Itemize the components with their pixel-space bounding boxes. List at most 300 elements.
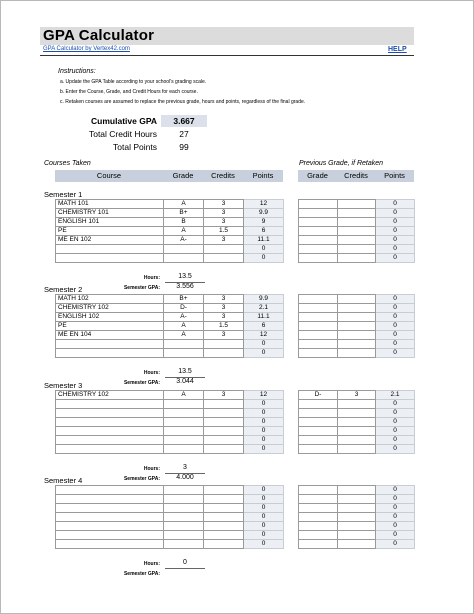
prev-points-cell: 0 <box>376 445 415 454</box>
semester-title: Semester 2 <box>44 285 83 294</box>
prev-credits-cell[interactable] <box>338 427 376 436</box>
prev-credits-cell[interactable] <box>338 531 376 540</box>
prev-grade-cell[interactable] <box>299 400 338 409</box>
points-cell: 12 <box>244 331 284 340</box>
table-row <box>299 295 415 304</box>
credits-cell[interactable] <box>204 495 244 504</box>
prev-credits-cell[interactable] <box>338 409 376 418</box>
points-cell: 9.9 <box>244 295 284 304</box>
course-cell[interactable] <box>56 245 164 254</box>
prev-credits-cell[interactable] <box>338 331 376 340</box>
credits-cell[interactable] <box>204 540 244 549</box>
cumulative-gpa-value: 3.667 <box>161 115 207 127</box>
table-row <box>56 304 284 313</box>
grade-cell[interactable] <box>164 418 204 427</box>
grade-cell[interactable] <box>164 400 204 409</box>
grade-cell[interactable] <box>164 245 204 254</box>
table-row <box>56 227 284 236</box>
table-row <box>299 200 415 209</box>
points-cell: 0 <box>244 400 284 409</box>
prev-credits-cell[interactable] <box>338 486 376 495</box>
prev-points-cell: 0 <box>376 245 415 254</box>
credits-cell[interactable]: 3 <box>204 313 244 322</box>
credits-cell[interactable] <box>204 340 244 349</box>
prev-grade-cell[interactable] <box>299 254 338 263</box>
table-row <box>299 445 415 454</box>
prev-grade-cell[interactable] <box>299 295 338 304</box>
table-row <box>299 409 415 418</box>
course-cell[interactable] <box>56 436 164 445</box>
points-cell: 6 <box>244 227 284 236</box>
table-row <box>56 209 284 218</box>
semester-gpa-value: 3.556 <box>165 282 205 290</box>
grade-cell[interactable]: D- <box>164 304 204 313</box>
prev-credits-cell[interactable] <box>338 340 376 349</box>
grade-cell[interactable] <box>164 522 204 531</box>
points-cell: 6 <box>244 322 284 331</box>
prev-grade-cell[interactable] <box>299 486 338 495</box>
prev-grade-cell[interactable] <box>299 227 338 236</box>
total-credit-hours-label: Total Credit Hours <box>88 129 157 139</box>
table-row <box>299 391 415 400</box>
course-cell[interactable]: CHEMISTRY 101 <box>56 209 164 218</box>
instructions-title: Instructions: <box>58 68 96 75</box>
courses-table <box>55 390 284 454</box>
credits-cell[interactable] <box>204 445 244 454</box>
prev-credits-column-header: Credits <box>344 171 368 180</box>
course-cell[interactable] <box>56 445 164 454</box>
prev-credits-cell[interactable] <box>338 200 376 209</box>
course-cell[interactable] <box>56 409 164 418</box>
table-row <box>56 200 284 209</box>
prev-points-cell: 0 <box>376 400 415 409</box>
course-cell[interactable] <box>56 486 164 495</box>
prev-credits-cell[interactable] <box>338 504 376 513</box>
course-cell[interactable] <box>56 513 164 522</box>
table-row <box>299 236 415 245</box>
prev-points-cell: 0 <box>376 254 415 263</box>
semester-title: Semester 1 <box>44 190 83 199</box>
prev-grade-cell[interactable] <box>299 445 338 454</box>
prev-points-cell: 0 <box>376 436 415 445</box>
prev-grade-cell[interactable] <box>299 418 338 427</box>
table-row <box>56 391 284 400</box>
credits-cell[interactable]: 3 <box>204 209 244 218</box>
course-cell[interactable] <box>56 540 164 549</box>
prev-credits-cell[interactable] <box>338 209 376 218</box>
prev-points-cell: 0 <box>376 409 415 418</box>
credits-cell[interactable]: 3 <box>204 236 244 245</box>
credits-cell[interactable] <box>204 486 244 495</box>
points-cell: 0 <box>244 486 284 495</box>
prev-grade-column-header: Grade <box>307 171 328 180</box>
prev-grade-cell[interactable] <box>299 427 338 436</box>
course-cell[interactable]: ENGLISH 102 <box>56 313 164 322</box>
points-cell: 0 <box>244 418 284 427</box>
table-row <box>56 254 284 263</box>
table-row <box>299 427 415 436</box>
grade-cell[interactable]: A <box>164 331 204 340</box>
course-cell[interactable] <box>56 349 164 358</box>
table-row <box>56 522 284 531</box>
table-row <box>299 227 415 236</box>
semester-hours-value: 3 <box>183 464 187 471</box>
semester-gpa-value <box>165 568 205 569</box>
prev-credits-cell[interactable] <box>338 227 376 236</box>
points-cell: 0 <box>244 436 284 445</box>
prev-grade-cell[interactable] <box>299 313 338 322</box>
table-row <box>56 349 284 358</box>
semester-gpa-label: Semester GPA: <box>123 285 160 291</box>
course-cell[interactable] <box>56 504 164 513</box>
credits-cell[interactable]: 3 <box>204 331 244 340</box>
vertex42-link[interactable]: GPA Calculator by Vertex42.com <box>43 46 130 52</box>
grade-cell[interactable]: A <box>164 322 204 331</box>
grade-cell[interactable] <box>164 531 204 540</box>
points-cell: 0 <box>244 531 284 540</box>
prev-points-cell: 0 <box>376 531 415 540</box>
table-row <box>299 400 415 409</box>
prev-credits-cell[interactable] <box>338 495 376 504</box>
table-row <box>299 513 415 522</box>
points-cell: 0 <box>244 409 284 418</box>
table-row <box>56 513 284 522</box>
table-row <box>56 218 284 227</box>
prev-credits-cell[interactable] <box>338 400 376 409</box>
prev-grade-cell[interactable] <box>299 322 338 331</box>
credits-cell[interactable] <box>204 245 244 254</box>
points-cell: 0 <box>244 245 284 254</box>
prev-credits-cell[interactable] <box>338 540 376 549</box>
table-row <box>299 349 415 358</box>
prev-credits-cell[interactable] <box>338 445 376 454</box>
courses-table <box>55 199 284 263</box>
semester-gpa-label: Semester GPA: <box>123 476 160 482</box>
grade-cell[interactable]: A- <box>164 236 204 245</box>
courses-taken-label: Courses Taken <box>44 160 91 167</box>
points-cell: 0 <box>244 540 284 549</box>
prev-grade-cell[interactable] <box>299 245 338 254</box>
credits-cell[interactable] <box>204 513 244 522</box>
prev-points-cell: 0 <box>376 504 415 513</box>
credits-cell[interactable] <box>204 400 244 409</box>
points-cell: 0 <box>244 340 284 349</box>
course-cell[interactable] <box>56 418 164 427</box>
course-cell[interactable] <box>56 522 164 531</box>
grade-cell[interactable]: B+ <box>164 295 204 304</box>
prev-credits-cell[interactable] <box>338 418 376 427</box>
grade-cell[interactable]: B+ <box>164 209 204 218</box>
points-cell: 12 <box>244 391 284 400</box>
prev-points-cell: 0 <box>376 349 415 358</box>
points-cell: 2.1 <box>244 304 284 313</box>
table-row <box>299 504 415 513</box>
grade-cell[interactable] <box>164 254 204 263</box>
points-cell: 0 <box>244 522 284 531</box>
retaken-table <box>298 485 415 549</box>
grade-cell[interactable] <box>164 495 204 504</box>
grade-cell[interactable]: A <box>164 227 204 236</box>
credits-cell[interactable]: 3 <box>204 218 244 227</box>
grade-cell[interactable] <box>164 436 204 445</box>
table-row <box>56 295 284 304</box>
semester-hours-value: 13.5 <box>178 368 192 375</box>
points-cell: 0 <box>244 427 284 436</box>
prev-credits-cell[interactable] <box>338 313 376 322</box>
course-cell[interactable] <box>56 531 164 540</box>
table-row <box>56 418 284 427</box>
semester-gpa-label: Semester GPA: <box>123 571 160 577</box>
prev-grade-cell[interactable] <box>299 436 338 445</box>
prev-points-cell: 0 <box>376 540 415 549</box>
table-row <box>299 495 415 504</box>
grade-cell[interactable]: B <box>164 218 204 227</box>
courses-table <box>55 294 284 358</box>
prev-credits-cell[interactable] <box>338 322 376 331</box>
table-row <box>56 313 284 322</box>
credits-cell[interactable]: 3 <box>204 200 244 209</box>
grade-cell[interactable] <box>164 486 204 495</box>
prev-grade-cell[interactable] <box>299 209 338 218</box>
credits-cell[interactable] <box>204 531 244 540</box>
course-cell[interactable]: ME EN 102 <box>56 236 164 245</box>
grade-cell[interactable] <box>164 340 204 349</box>
prev-points-column-header: Points <box>384 171 405 180</box>
credits-cell[interactable]: 1.5 <box>204 322 244 331</box>
table-row <box>299 531 415 540</box>
grade-cell[interactable] <box>164 540 204 549</box>
table-row <box>299 245 415 254</box>
course-cell[interactable]: MATH 102 <box>56 295 164 304</box>
credits-cell[interactable] <box>204 409 244 418</box>
prev-credits-cell[interactable] <box>338 295 376 304</box>
prev-credits-cell[interactable] <box>338 522 376 531</box>
course-cell[interactable]: MATH 101 <box>56 200 164 209</box>
prev-points-cell: 0 <box>376 340 415 349</box>
semester-hours-value: 0 <box>183 559 187 566</box>
table-row <box>299 304 415 313</box>
prev-points-cell: 0 <box>376 227 415 236</box>
grade-cell[interactable]: A <box>164 200 204 209</box>
credits-cell[interactable] <box>204 522 244 531</box>
points-column-header: Points <box>252 171 274 180</box>
retaken-table <box>298 199 415 263</box>
semester-gpa-value: 3.044 <box>165 377 205 385</box>
prev-credits-cell[interactable]: 3 <box>338 391 376 400</box>
prev-points-cell: 0 <box>376 495 415 504</box>
course-cell[interactable] <box>56 427 164 436</box>
table-row <box>56 504 284 513</box>
course-column-header: Course <box>96 171 122 180</box>
credits-cell[interactable]: 1.5 <box>204 227 244 236</box>
points-cell: 11.1 <box>244 313 284 322</box>
table-row <box>56 486 284 495</box>
table-row <box>56 322 284 331</box>
prev-credits-cell[interactable] <box>338 236 376 245</box>
prev-points-cell: 2.1 <box>376 391 415 400</box>
points-cell: 0 <box>244 445 284 454</box>
course-cell[interactable]: PE <box>56 322 164 331</box>
course-cell[interactable]: CHEMISTRY 102 <box>56 391 164 400</box>
semester-hours-label: Hours: <box>143 466 160 472</box>
prev-grade-cell[interactable] <box>299 540 338 549</box>
table-row <box>56 427 284 436</box>
prev-grade-cell[interactable] <box>299 200 338 209</box>
table-row <box>56 340 284 349</box>
prev-points-cell: 0 <box>376 322 415 331</box>
points-cell: 12 <box>244 200 284 209</box>
table-row <box>56 495 284 504</box>
table-row <box>56 436 284 445</box>
table-row <box>299 486 415 495</box>
credits-cell[interactable] <box>204 427 244 436</box>
points-cell: 0 <box>244 254 284 263</box>
prev-points-cell: 0 <box>376 218 415 227</box>
course-cell[interactable] <box>56 400 164 409</box>
points-cell: 0 <box>244 513 284 522</box>
semester-gpa-label: Semester GPA: <box>123 380 160 386</box>
semester-gpa-value: 4.000 <box>165 473 205 481</box>
table-row <box>299 340 415 349</box>
prev-credits-cell[interactable] <box>338 304 376 313</box>
course-cell[interactable]: PE <box>56 227 164 236</box>
grade-cell[interactable] <box>164 445 204 454</box>
prev-credits-cell[interactable] <box>338 245 376 254</box>
credits-cell[interactable] <box>204 436 244 445</box>
grade-column-header: Grade <box>172 171 194 180</box>
semester-hours-value: 13.5 <box>178 273 192 280</box>
table-row <box>299 313 415 322</box>
prev-credits-cell[interactable] <box>338 254 376 263</box>
course-cell[interactable] <box>56 340 164 349</box>
grade-cell[interactable]: A <box>164 391 204 400</box>
table-row <box>299 218 415 227</box>
prev-grade-cell[interactable] <box>299 504 338 513</box>
prev-points-cell: 0 <box>376 486 415 495</box>
table-row <box>56 245 284 254</box>
instruction-line: c. Retaken courses are assumed to replace the previous grade, hours and points, regardless of the final grade. <box>60 99 306 105</box>
semester-hours-label: Hours: <box>143 275 160 281</box>
table-row <box>56 400 284 409</box>
prev-grade-cell[interactable]: D- <box>299 391 338 400</box>
table-row <box>299 522 415 531</box>
course-cell[interactable] <box>56 254 164 263</box>
prev-grade-cell[interactable] <box>299 513 338 522</box>
table-row <box>299 209 415 218</box>
credits-cell[interactable] <box>204 254 244 263</box>
course-cell[interactable]: ENGLISH 101 <box>56 218 164 227</box>
table-row <box>56 540 284 549</box>
page-title: GPA Calculator <box>43 27 155 44</box>
credits-cell[interactable]: 3 <box>204 295 244 304</box>
prev-points-cell: 0 <box>376 331 415 340</box>
table-row <box>56 531 284 540</box>
prev-grade-cell[interactable] <box>299 236 338 245</box>
prev-grade-cell[interactable] <box>299 331 338 340</box>
prev-grade-cell[interactable] <box>299 495 338 504</box>
prev-points-cell: 0 <box>376 200 415 209</box>
prev-credits-cell[interactable] <box>338 349 376 358</box>
prev-grade-cell[interactable] <box>299 349 338 358</box>
table-row <box>299 418 415 427</box>
grade-cell[interactable] <box>164 504 204 513</box>
instruction-line: b. Enter the Course, Grade, and Credit Hours for each course. <box>60 89 198 95</box>
prev-grade-cell[interactable] <box>299 340 338 349</box>
grade-cell[interactable] <box>164 409 204 418</box>
courses-header <box>55 170 283 182</box>
prev-grade-cell[interactable] <box>299 218 338 227</box>
prev-points-cell: 0 <box>376 313 415 322</box>
table-row <box>56 445 284 454</box>
prev-points-cell: 0 <box>376 209 415 218</box>
course-cell[interactable] <box>56 495 164 504</box>
help-link[interactable]: HELP <box>388 46 407 53</box>
course-cell[interactable]: CHEMISTRY 102 <box>56 304 164 313</box>
semester-hours-label: Hours: <box>143 561 160 567</box>
table-row <box>299 322 415 331</box>
semester-hours-label: Hours: <box>143 370 160 376</box>
table-row <box>299 436 415 445</box>
prev-credits-cell[interactable] <box>338 513 376 522</box>
prev-points-cell: 0 <box>376 236 415 245</box>
prev-points-cell: 0 <box>376 522 415 531</box>
retaken-label: Previous Grade, if Retaken <box>299 160 384 167</box>
prev-points-cell: 0 <box>376 418 415 427</box>
total-points-label: Total Points <box>113 142 157 152</box>
prev-points-cell: 0 <box>376 427 415 436</box>
prev-points-cell: 0 <box>376 295 415 304</box>
grade-cell[interactable]: A- <box>164 313 204 322</box>
total-points-value: 99 <box>179 142 189 152</box>
points-cell: 11.1 <box>244 236 284 245</box>
course-cell[interactable]: ME EN 104 <box>56 331 164 340</box>
header-divider <box>40 55 414 56</box>
grade-cell[interactable] <box>164 513 204 522</box>
points-cell: 9 <box>244 218 284 227</box>
table-row <box>56 236 284 245</box>
credits-cell[interactable]: 3 <box>204 304 244 313</box>
points-cell: 0 <box>244 349 284 358</box>
instruction-line: a. Update the GPA Table according to your school's grading scale. <box>60 79 207 85</box>
grade-cell[interactable] <box>164 349 204 358</box>
credits-cell[interactable]: 3 <box>204 391 244 400</box>
credits-cell[interactable] <box>204 349 244 358</box>
retaken-table <box>298 294 415 358</box>
grade-cell[interactable] <box>164 427 204 436</box>
prev-grade-cell[interactable] <box>299 304 338 313</box>
retaken-header <box>298 170 414 182</box>
prev-grade-cell[interactable] <box>299 531 338 540</box>
prev-credits-cell[interactable] <box>338 218 376 227</box>
credits-cell[interactable] <box>204 418 244 427</box>
table-row <box>56 331 284 340</box>
prev-grade-cell[interactable] <box>299 409 338 418</box>
points-cell: 0 <box>244 495 284 504</box>
table-row <box>299 254 415 263</box>
credits-column-header: Credits <box>211 171 235 180</box>
table-row <box>299 540 415 549</box>
semester-title: Semester 3 <box>44 381 83 390</box>
prev-points-cell: 0 <box>376 304 415 313</box>
prev-grade-cell[interactable] <box>299 522 338 531</box>
credits-cell[interactable] <box>204 504 244 513</box>
points-cell: 0 <box>244 504 284 513</box>
table-row <box>299 331 415 340</box>
cumulative-gpa-label: Cumulative GPA <box>91 116 157 126</box>
prev-points-cell: 0 <box>376 513 415 522</box>
prev-credits-cell[interactable] <box>338 436 376 445</box>
semester-title: Semester 4 <box>44 476 83 485</box>
